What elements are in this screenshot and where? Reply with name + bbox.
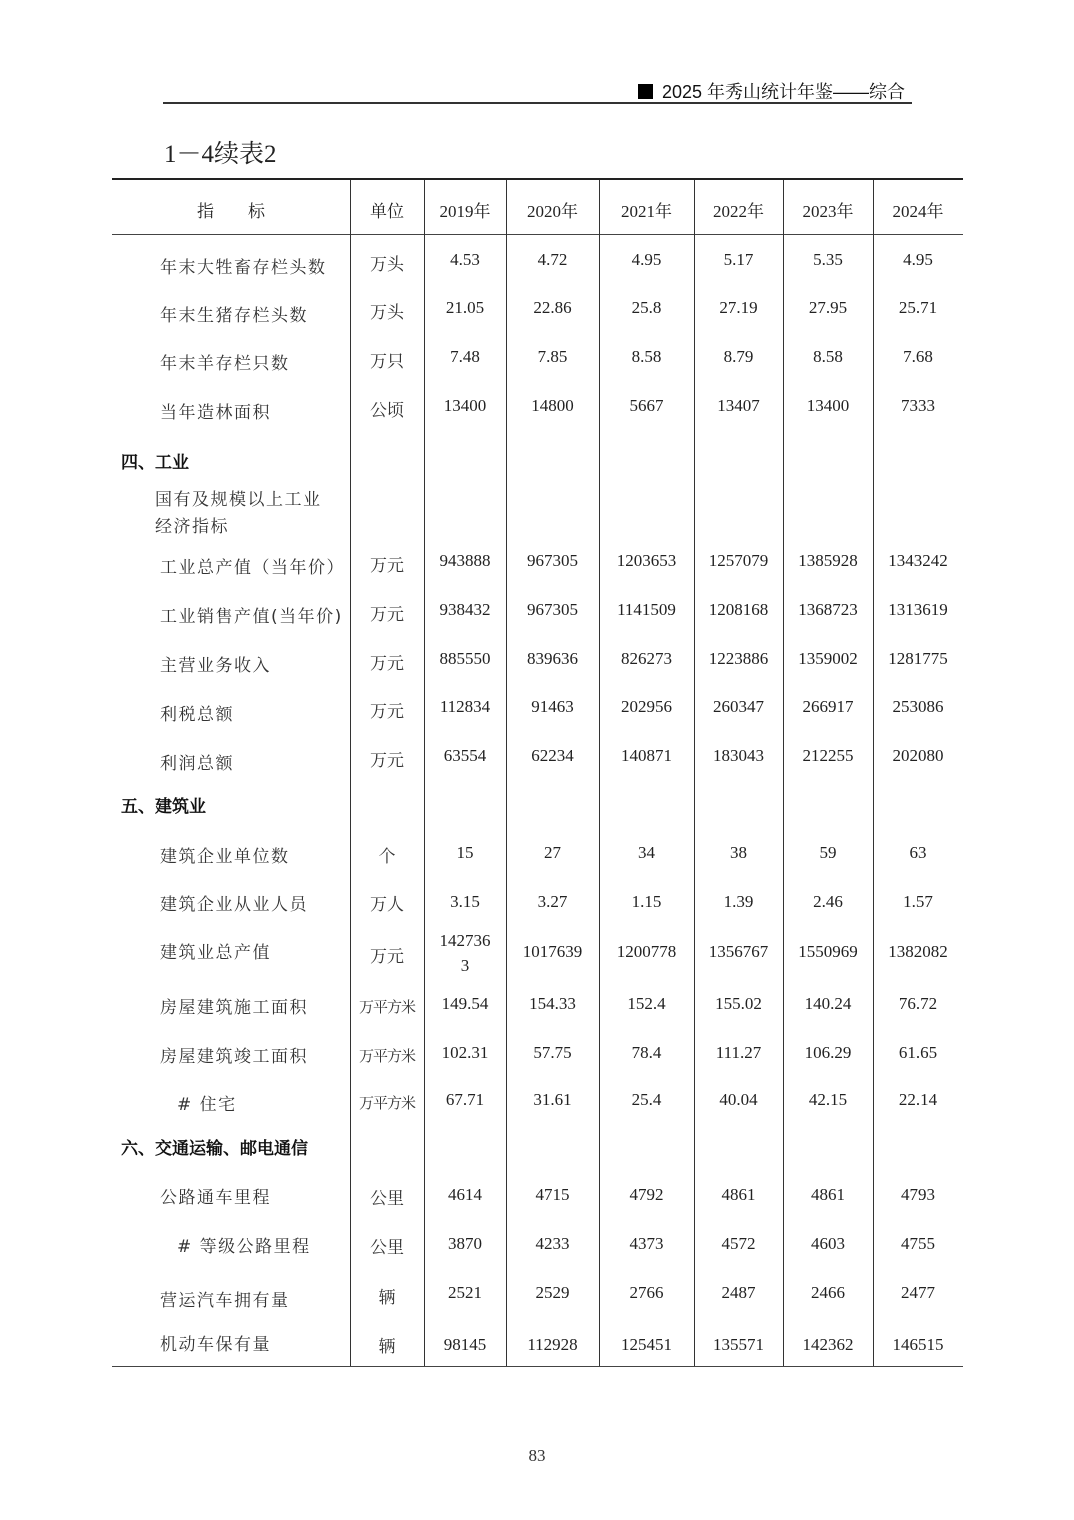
value-cell: 7.68 xyxy=(903,347,933,366)
row-unit: 万元 xyxy=(370,654,404,674)
value-cell: 1.15 xyxy=(631,892,662,911)
row-label: 公路通车里程 xyxy=(160,1188,271,1208)
value-cell: 13400 xyxy=(443,396,487,415)
value-cell: 4861 xyxy=(721,1185,756,1204)
row-unit: 万人 xyxy=(370,895,404,915)
value-cell: 4.72 xyxy=(537,250,568,269)
row-unit: 个 xyxy=(378,847,396,867)
row-label: 房屋建筑施工面积 xyxy=(160,998,308,1018)
value-cell: 25.8 xyxy=(631,298,662,317)
value-cell: 5.17 xyxy=(723,250,754,269)
value-cell: 1200778 xyxy=(616,942,677,961)
header-year-2023: 2023年 xyxy=(802,202,854,221)
row-label: 建筑企业单位数 xyxy=(160,847,290,867)
value-cell: 34 xyxy=(638,843,655,862)
value-cell: 1017639 xyxy=(522,942,583,961)
value-cell: 7.48 xyxy=(450,347,480,366)
value-cell: 1203653 xyxy=(616,551,677,570)
value-cell: 2477 xyxy=(901,1283,935,1302)
page-number: 83 xyxy=(528,1446,546,1465)
value-cell: 149.54 xyxy=(441,994,489,1013)
value-cell: 1356767 xyxy=(708,942,769,961)
value-cell: 8.58 xyxy=(813,347,843,366)
value-cell: 5.35 xyxy=(813,250,843,269)
value-cell: 25.4 xyxy=(631,1090,662,1109)
value-cell: 4792 xyxy=(629,1185,664,1204)
value-cell: 1.57 xyxy=(903,892,933,911)
value-cell: 4715 xyxy=(535,1185,570,1204)
value-cell: 5667 xyxy=(629,396,664,415)
value-cell: 125451 xyxy=(621,1335,672,1354)
value-cell: 27.19 xyxy=(719,298,758,317)
row-label-continued: 经济指标 xyxy=(155,517,229,537)
value-cell: 15 xyxy=(456,843,474,862)
value-cell: 146515 xyxy=(892,1335,944,1354)
value-cell: 155.02 xyxy=(715,994,762,1013)
value-cell: 63 xyxy=(909,843,927,862)
row-unit: 辆 xyxy=(378,1288,396,1308)
value-cell: 14800 xyxy=(531,396,574,415)
value-cell: 111.27 xyxy=(715,1043,762,1062)
value-cell: 57.75 xyxy=(533,1043,572,1062)
value-cell: 4.95 xyxy=(631,250,662,269)
value-cell: 76.72 xyxy=(898,994,938,1013)
value-cell: 27 xyxy=(544,843,561,862)
table-bottom-rule xyxy=(112,1366,963,1367)
value-cell: 2466 xyxy=(811,1283,845,1302)
value-cell: 22.14 xyxy=(898,1090,938,1109)
row-unit: 万元 xyxy=(370,947,404,967)
value-cell: 1313619 xyxy=(888,600,948,619)
header-year-2020: 2020年 xyxy=(527,202,578,221)
header-unit: 单位 xyxy=(370,202,404,222)
value-cell: 967305 xyxy=(527,551,578,570)
value-cell: 142362 xyxy=(802,1335,854,1354)
value-cell: 98145 xyxy=(443,1335,487,1354)
header-rule xyxy=(163,102,912,104)
value-cell: 135571 xyxy=(713,1335,764,1354)
value-cell: 67.71 xyxy=(445,1090,485,1109)
row-label: 房屋建筑竣工面积 xyxy=(160,1047,308,1067)
row-label: 建筑业总产值 xyxy=(160,943,271,963)
table-title: 1－4续表2 xyxy=(164,141,277,168)
row-unit: 万平方米 xyxy=(358,1047,415,1065)
row-label: 营运汽车拥有量 xyxy=(160,1291,290,1311)
value-cell: 40.04 xyxy=(719,1090,758,1109)
value-cell: 1550969 xyxy=(798,942,858,961)
value-cell: 31.61 xyxy=(533,1090,572,1109)
row-unit: 万头 xyxy=(370,303,404,323)
header-year-2021: 2021年 xyxy=(621,202,672,221)
value-cell: 212255 xyxy=(802,746,854,765)
running-header-text: 2025 年秀山统计年鉴——综合 xyxy=(662,82,906,102)
value-cell: 2766 xyxy=(629,1283,664,1302)
value-cell: 4755 xyxy=(901,1234,935,1253)
row-label: 工业销售产值(当年价) xyxy=(160,607,343,627)
value-cell: 202080 xyxy=(892,746,944,765)
row-label: 年末生猪存栏头数 xyxy=(160,306,308,326)
value-cell: 2487 xyxy=(721,1283,756,1302)
row-unit: 万元 xyxy=(370,556,404,576)
row-label: 利润总额 xyxy=(160,754,234,774)
value-cell: 4.53 xyxy=(450,250,480,269)
row-label: 当年造林面积 xyxy=(160,403,271,423)
row-label: # 住宅 xyxy=(177,1095,237,1115)
value-cell: 826273 xyxy=(621,649,672,668)
header-bottom-rule xyxy=(112,234,963,235)
value-cell: 839636 xyxy=(527,649,578,668)
value-cell: 1141509 xyxy=(617,600,676,619)
row-unit: 公顷 xyxy=(370,401,404,421)
running-header xyxy=(638,78,905,104)
value-cell: 1382082 xyxy=(888,942,948,961)
value-cell: 938432 xyxy=(439,600,491,619)
section-heading: 五、建筑业 xyxy=(121,797,206,817)
value-cell xyxy=(424,928,506,978)
header-year-2022: 2022年 xyxy=(713,202,764,221)
value-cell: 1385928 xyxy=(798,551,858,570)
value-cell: 8.58 xyxy=(631,347,662,366)
row-label: # 等级公路里程 xyxy=(177,1237,311,1257)
value-cell: 7333 xyxy=(901,396,935,415)
table-top-rule xyxy=(112,178,963,180)
value-cell: 27.95 xyxy=(808,298,848,317)
value-cell: 3870 xyxy=(448,1234,482,1253)
value-cell: 61.65 xyxy=(898,1043,938,1062)
value-cell: 78.4 xyxy=(631,1043,662,1062)
value-cell: 13407 xyxy=(717,396,760,415)
value-cell: 4373 xyxy=(629,1234,664,1253)
value-cell: 1359002 xyxy=(798,649,858,668)
value-cell: 4572 xyxy=(721,1234,756,1253)
value-cell: 1281775 xyxy=(888,649,948,668)
value-cell: 4861 xyxy=(811,1185,845,1204)
row-unit: 万只 xyxy=(370,352,404,372)
value-cell: 38 xyxy=(730,843,747,862)
value-cell: 1343242 xyxy=(888,551,948,570)
value-cell: 3.15 xyxy=(450,892,480,911)
value-cell: 21.05 xyxy=(445,298,485,317)
value-cell: 253086 xyxy=(892,697,944,716)
value-cell: 4614 xyxy=(448,1185,482,1204)
row-unit: 万元 xyxy=(370,751,404,771)
value-cell: 154.33 xyxy=(529,994,576,1013)
row-unit: 万元 xyxy=(370,605,404,625)
value-cell: 42.15 xyxy=(808,1090,848,1109)
value-cell: 1223886 xyxy=(708,649,769,668)
value-cell: 2529 xyxy=(535,1283,570,1302)
value-cell: 140871 xyxy=(621,746,672,765)
value-cell: 260347 xyxy=(713,697,764,716)
row-label: 年末大牲畜存栏头数 xyxy=(160,258,327,278)
value-cell: 4233 xyxy=(535,1234,570,1253)
value-cell: 4.95 xyxy=(903,250,933,269)
value-line: 3 xyxy=(460,956,470,975)
black-square-icon xyxy=(638,84,653,99)
value-cell: 25.71 xyxy=(898,298,938,317)
value-cell: 1.39 xyxy=(723,892,754,911)
value-cell: 112928 xyxy=(527,1335,578,1354)
row-label: 工业总产值（当年价） xyxy=(160,558,345,578)
value-cell: 152.4 xyxy=(627,994,666,1013)
value-cell: 183043 xyxy=(713,746,764,765)
row-label: 年末羊存栏只数 xyxy=(160,354,290,374)
value-cell: 1368723 xyxy=(798,600,858,619)
row-unit: 公里 xyxy=(370,1189,404,1209)
value-cell: 22.86 xyxy=(533,298,572,317)
row-label: 建筑企业从业人员 xyxy=(160,895,308,915)
section-heading: 六、交通运输、邮电通信 xyxy=(121,1139,308,1159)
value-cell: 63554 xyxy=(443,746,487,765)
value-cell: 112834 xyxy=(439,697,491,716)
value-cell: 3.27 xyxy=(537,892,568,911)
row-unit: 万元 xyxy=(370,702,404,722)
value-cell: 13400 xyxy=(806,396,850,415)
row-unit: 万平方米 xyxy=(358,1094,415,1112)
value-cell: 91463 xyxy=(531,697,574,716)
value-cell: 967305 xyxy=(527,600,578,619)
row-label: 国有及规模以上工业 xyxy=(155,490,322,510)
header-year-2024: 2024年 xyxy=(892,202,944,221)
value-line: 142736 xyxy=(439,931,491,950)
value-cell: 7.85 xyxy=(537,347,568,366)
value-cell: 140.24 xyxy=(804,994,852,1013)
row-unit: 万平方米 xyxy=(358,998,415,1016)
value-cell: 2521 xyxy=(448,1283,482,1302)
value-cell: 59 xyxy=(819,843,837,862)
header-year-2019: 2019年 xyxy=(439,202,491,221)
value-cell: 62234 xyxy=(531,746,574,765)
row-unit: 公里 xyxy=(370,1238,404,1258)
value-cell: 102.31 xyxy=(441,1043,489,1062)
value-cell: 266917 xyxy=(802,697,854,716)
value-cell: 4793 xyxy=(901,1185,935,1204)
value-cell: 4603 xyxy=(811,1234,845,1253)
value-cell: 1257079 xyxy=(708,551,769,570)
row-label: 主营业务收入 xyxy=(160,656,271,676)
value-cell: 106.29 xyxy=(804,1043,852,1062)
row-unit: 万头 xyxy=(370,255,404,275)
value-cell: 202956 xyxy=(621,697,672,716)
row-label: 利税总额 xyxy=(160,705,234,725)
header-indicator: 指 标 xyxy=(197,202,265,222)
section-heading: 四、工业 xyxy=(121,453,189,473)
row-unit: 辆 xyxy=(378,1337,396,1357)
value-cell: 1208168 xyxy=(708,600,769,619)
row-label: 机动车保有量 xyxy=(160,1335,271,1355)
value-cell: 943888 xyxy=(439,551,491,570)
value-cell: 2.46 xyxy=(813,892,843,911)
value-cell: 8.79 xyxy=(723,347,754,366)
value-cell: 885550 xyxy=(439,649,491,668)
